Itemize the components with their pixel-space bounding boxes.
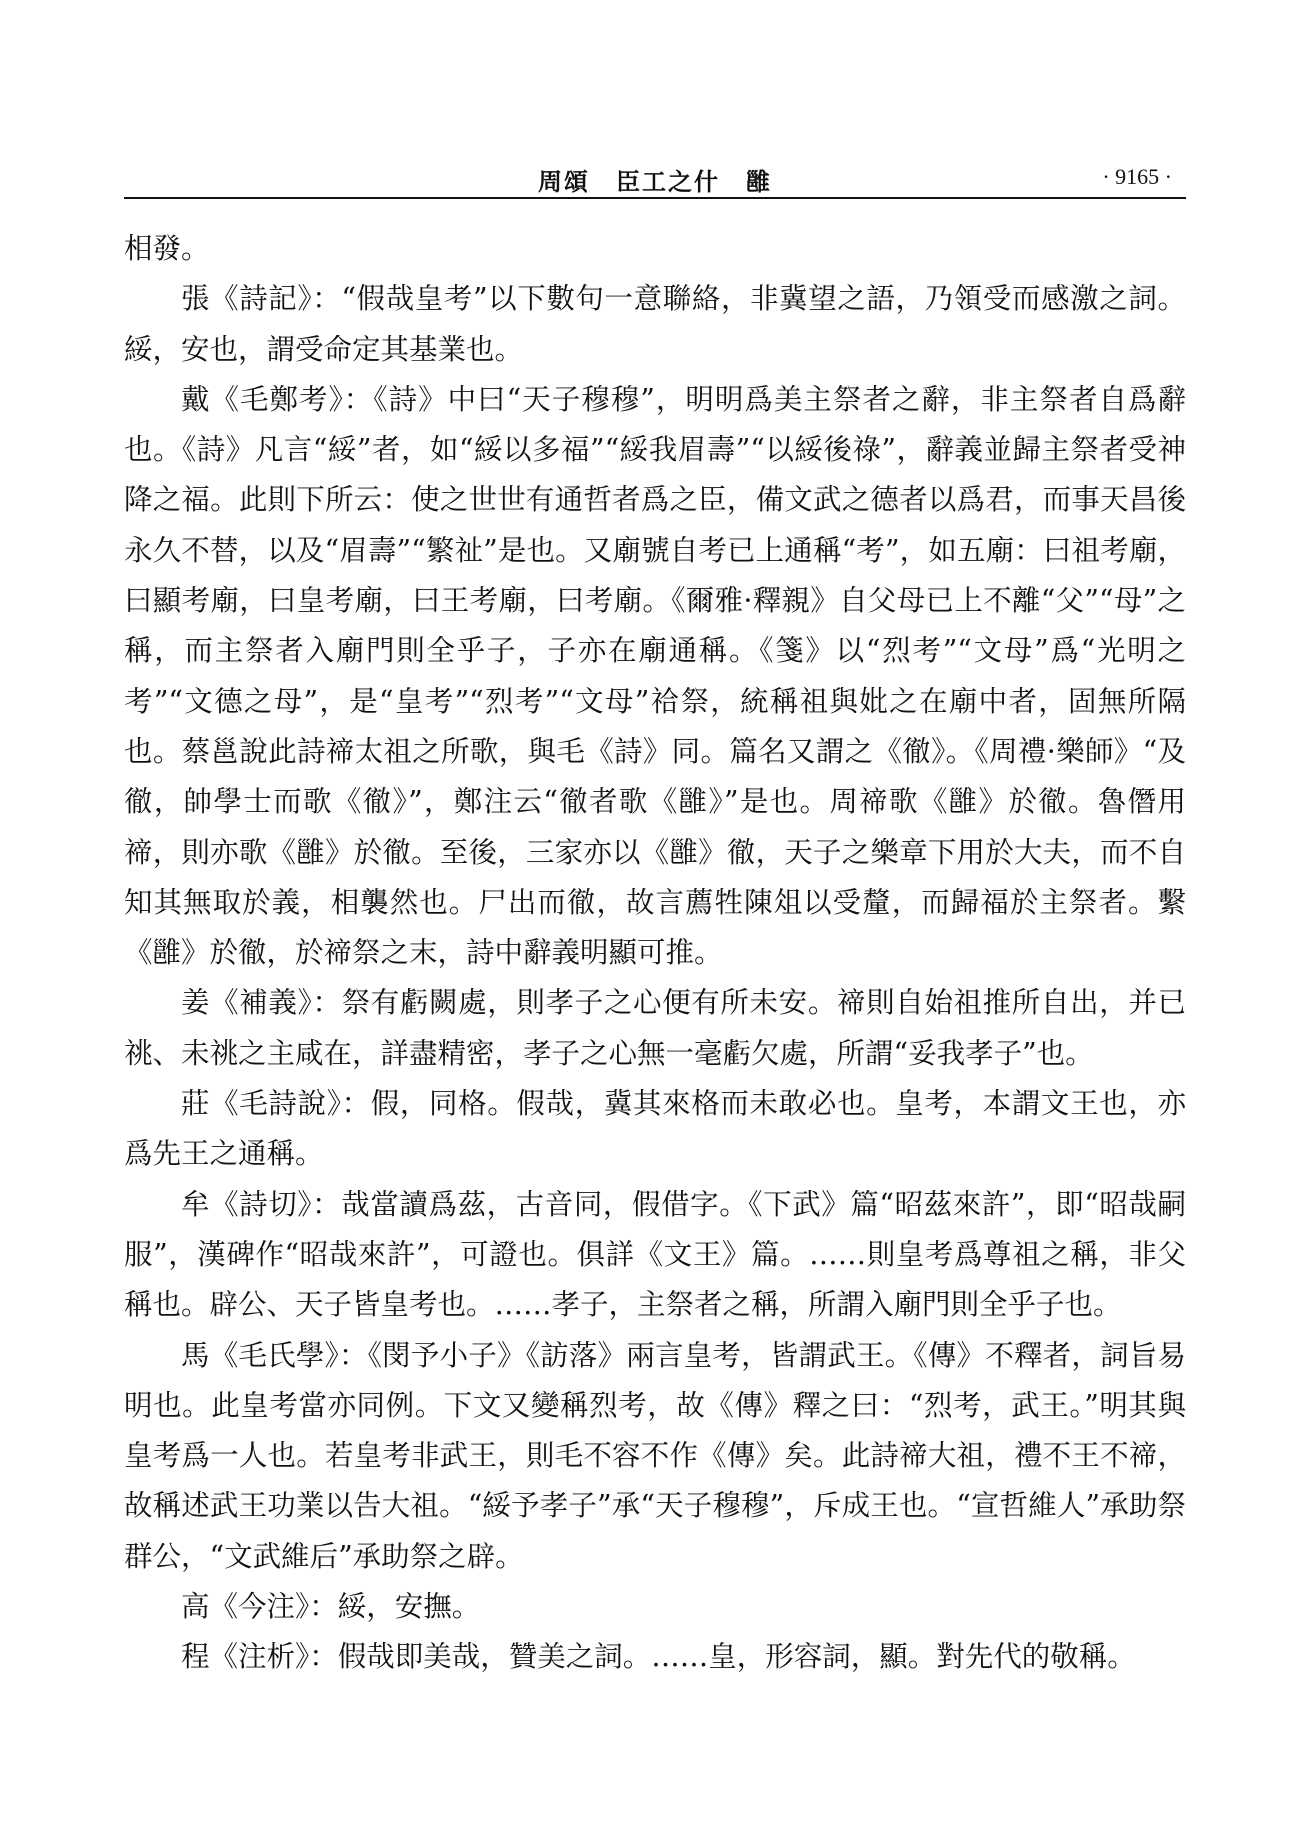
paragraph-ma-maoshixue: 馬《毛氏學》：《閔予小子》《訪落》兩言皇考，皆謂武王。《傳》不釋者，詞旨易明也。此皇考當亦同例。下文又變稱烈考，故《傳》釋之曰：“烈考，武王。”明其與皇考爲一人也。若皇考非武王，則毛不容不作《傳》矣。此詩禘大祖，禮不王不禘，故稱述武王功業以告大祖。“綏予孝子”承“天子穆穆”，斥成王也。“宣哲維人”承助祭群公，“文武維后”承助祭之辟。 — [124, 1338, 1186, 1573]
paragraph-mou-shiqie: 牟《詩切》：哉當讀爲茲，古音同，假借字。《下武》篇“昭茲來許”，即“昭哉嗣服”，漢碑作“昭哉來許”，可證也。俱詳《文王》篇。……則皇考爲尊祖之稱，非父稱也。辟公、天子皆皇考也。……孝子，主祭者之稱，所謂入廟門則全乎子也。 — [124, 1187, 1186, 1322]
paragraph-dai-maozhengkao: 戴《毛鄭考》：《詩》中曰“天子穆穆”，明明爲美主祭者之辭，非主祭者自爲辭也。《詩》凡言“綏”者，如“綏以多福”“綏我眉壽”“以綏後祿”，辭義並歸主祭者受神降之福。此則下所云：使之世世有通哲者爲之臣，備文武之德者以爲君，而事天昌後永久不替，以及“眉壽”“繁祉”是也。又廟號自考已上通稱“考”，如五廟：曰祖考廟，曰顯考廟，曰皇考廟，曰王考廟，曰考廟。《爾雅·釋親》自父母已上不離“父”“母”之稱，而主祭者入廟門則全乎子，子亦在廟通稱。《箋》以“烈考”“文母”爲“光明之考”“文德之母”，是“皇考”“烈考”“文母”祫祭，統稱祖與妣之在廟中者，固無所隔也。蔡邕說此詩禘太祖之所歌，與毛《詩》同。篇名又謂之《徹》。《周禮·樂師》“及徹，帥學士而歌《徹》”，鄭注云“徹者歌《雝》”是也。周禘歌《雝》於徹。魯僭用禘，則亦歌《雝》於徹。至後，三家亦以《雝》徹，天子之樂章下用於大夫，而不自知其無取於義，相襲然也。尸出而徹，故言薦牲陳俎以受釐，而歸福於主祭者。繫《雝》於徹，於禘祭之末，詩中辭義明顯可推。 — [124, 382, 1186, 970]
paragraph-continuation: 相發。 — [124, 232, 210, 265]
paragraph-zhuang-maoshishuo: 莊《毛詩說》：假，同格。假哉，冀其來格而未敢必也。皇考，本謂文王也，亦爲先王之通稱。 — [124, 1087, 1186, 1171]
header-rule — [124, 197, 1186, 199]
paragraph-cheng-zhuxi: 程《注析》：假哉即美哉，贊美之詞。……皇，形容詞，顯。對先代的敬稱。 — [181, 1640, 1136, 1674]
header-title: 周頌 臣工之什 雝 — [538, 168, 772, 196]
paragraph-jiang-buyi: 姜《補義》：祭有虧闕處，則孝子之心便有所未安。禘則自始祖推所自出，并已祧、未祧之主咸在，詳盡精密，孝子之心無一毫虧欠處，所謂“妥我孝子”也。 — [124, 986, 1186, 1070]
body-text — [124, 224, 1186, 1683]
paragraph-gao-jinzhu: 高《今注》：綏，安撫。 — [181, 1590, 481, 1624]
page-number: · 9165 · — [1102, 164, 1172, 189]
paragraph-zhang-shiji: 張《詩記》：“假哉皇考”以下數句一意聯絡，非冀望之語，乃領受而感激之詞。綏，安也，謂受命定其基業也。 — [124, 282, 1186, 366]
running-header — [124, 158, 1186, 196]
